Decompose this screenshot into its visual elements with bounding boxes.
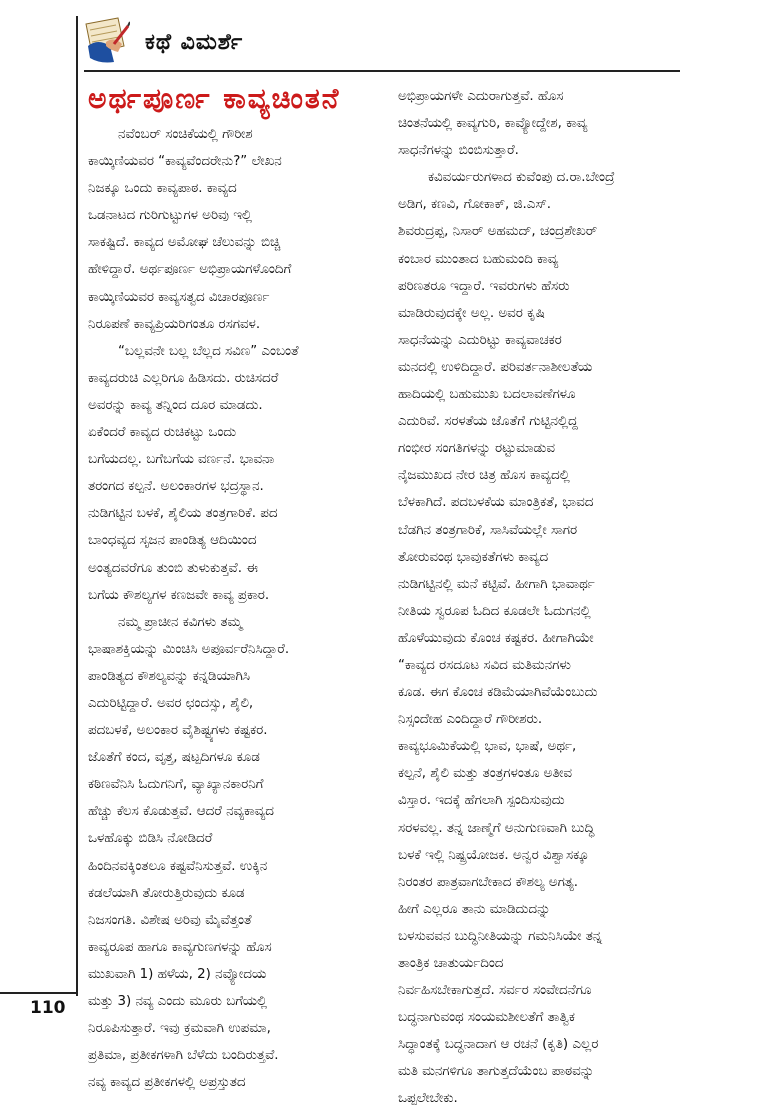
- text-line: ಸಾಕಷ್ಟಿದೆ. ಕಾವ್ಯದ ಅಮೋಘ ಚೆಲುವನ್ನು ಬಿಚ್ಚಿ: [88, 235, 281, 251]
- text-line: ಹೆಚ್ಚು ಕೆಲಸ ಕೊಡುತ್ತವೆ. ಆದರೆ ನವ್ಯಕಾವ್ಯದ: [88, 804, 274, 820]
- text-line: ನೀತಿಯ ಸ್ವರೂಪ ಓದಿದ ಕೂಡಲೇ ಓದುಗನಲ್ಲಿ: [398, 603, 591, 619]
- text-line: ಭಾಷಾಶಕ್ತಿಯನ್ನು ಮಿಂಚಿಸಿ ಅಪೂರ್ವರೆನಿಸಿದ್ದಾರೆ.: [88, 641, 290, 657]
- page-number: 110: [30, 998, 66, 1018]
- text-line: ಕಾವ್ಯರೂಪ ಹಾಗೂ ಕಾವ್ಯಗುಣಗಳನ್ನು ಹೊಸ: [88, 939, 272, 955]
- section-label: ಕಥೆ ವಿಮರ್ಶೆ: [145, 30, 244, 55]
- text-line: ಹೊಳೆಯುವುದು ಕೊಂಚ ಕಷ್ಟಕರ. ಹೀಗಾಗಿಯೇ: [398, 630, 594, 646]
- text-line: ಪರಿಣತರೂ ಇದ್ದಾರೆ. ಇವರುಗಳು ಹೆಸರು: [398, 278, 570, 294]
- text-line: ಬೆಡಗಿನ ತಂತ್ರಗಾರಿಕೆ, ಸಾಸಿವೆಯಲ್ಲೇ ಸಾಗರ: [398, 522, 578, 538]
- text-line: ಏಕೆಂದರೆ ಕಾವ್ಯದ ರುಚಿಕಟ್ಟು ಒಂದು: [88, 425, 237, 441]
- text-line: ನಮ್ಮ ಪ್ರಾಚೀನ ಕವಿಗಳು ತಮ್ಮ: [118, 614, 243, 630]
- text-line: ನವೆಂಬರ್ ಸಂಚಿಕೆಯಲ್ಲಿ ಗೌರೀಶ: [118, 127, 253, 142]
- text-line: ಮನದಲ್ಲಿ ಉಳಿದಿದ್ದಾರೆ. ಪರಿವರ್ತನಾಶೀಲತೆಯ: [398, 359, 593, 375]
- text-line: ಸಿದ್ಧಾಂತಕ್ಕೆ ಬದ್ಧನಾದಾಗ ಆ ರಚನೆ (ಕೃತಿ) ಎಲ್ಲರ: [398, 1037, 599, 1053]
- text-line: ಕಡಲೆಯಾಗಿ ತೋರುತ್ತಿರುವುದು ಕೂಡ: [88, 885, 245, 901]
- text-line: ಬದ್ಧನಾಗುವಂಥ ಸಂಯಮಶೀಲತೆಗೆ ತಾತ್ವಿಕ: [398, 1010, 575, 1026]
- text-line: ತಾಂತ್ರಿಕ ಚಾತುರ್ಯದಿಂದ: [398, 956, 504, 971]
- text-line: ಬಗೆಯದಲ್ಲ. ಬಗೆಬಗೆಯ ವರ್ಣನೆ. ಭಾವನಾ: [88, 452, 275, 468]
- right-column: [398, 83, 686, 1113]
- text-line: ಬಳಕೆ ಇಲ್ಲಿ ನಿಷ್ಪ್ರಯೋಜಕ. ಅನ್ವರ ವಿಶ್ವಾಸಕ್ಕೂ: [398, 847, 589, 863]
- text-line: ಗಂಭೀರ ಸಂಗತಿಗಳನ್ನು ರಟ್ಟುಮಾಡುವ: [398, 441, 555, 457]
- text-line: ನುಡಿಗಟ್ಟಿನಲ್ಲಿ ಮನೆ ಕಟ್ಟಿವೆ. ಹೀಗಾಗಿ ಭಾವಾರ್ಥ: [398, 576, 595, 592]
- text-line: ಕಾಯ್ಕಿಣಿಯವರ ಕಾವ್ಯಸತ್ವದ ವಿಚಾರಪೂರ್ಣ: [88, 289, 270, 305]
- text-line: ಸಾಧನೆಗಳನ್ನು ಬಿಂಬಿಸುತ್ತಾರೆ.: [398, 143, 519, 159]
- text-line: ಹಾದಿಯಲ್ಲಿ ಬಹುಮುಖ ಬದಲಾವಣೆಗಳೂ: [398, 387, 576, 403]
- text-line: ಕಾಯ್ಕಿಣಿಯವರ “ಕಾವ್ಯವೆಂದರೇನು?” ಲೇಖನ: [88, 154, 282, 170]
- text-line: ನಿರ್ವಹಿಸಬೇಕಾಗುತ್ತದೆ. ಸರ್ವರ ಸಂವೇದನೆಗೂ: [398, 983, 592, 999]
- text-line: ವಿಸ್ತಾರ. ಇದಕ್ಕೆ ಹೆಗಲಾಗಿ ಸ್ಪಂದಿಸುವುದು: [398, 793, 565, 809]
- text-line: ಬೆಳಕಾಗಿದೆ. ಪದಬಳಕೆಯ ಮಾಂತ್ರಿಕತೆ, ಭಾವದ: [398, 495, 594, 511]
- article-title: ಅರ್ಥಪೂರ್ಣ ಕಾವ್ಯಚಿಂತನೆ: [88, 82, 341, 115]
- text-line: ನಿರೂಪಣೆ ಕಾವ್ಯಪ್ರಿಯರಿಗಂತೂ ರಸಗವಳ.: [88, 316, 261, 332]
- text-line: ಮಾಡಿರುವುದಕ್ಕೇ ಅಲ್ಲ. ಅವರ ಕೃಷಿ: [398, 305, 545, 321]
- text-line: ನಿರಂತರ ಪಾತ್ರವಾಗಬೇಕಾದ ಕೌಶಲ್ಯ ಅಗತ್ಯ.: [398, 874, 579, 890]
- text-line: ಒಳಹೊಕ್ಕು ಬಿಡಿಸಿ ನೋಡಿದರೆ: [88, 831, 213, 847]
- text-line: ತರಂಗದ ಕಲ್ಪನೆ. ಅಲಂಕಾರಗಳ ಭದ್ರಸ್ಥಾನ.: [88, 479, 264, 495]
- text-line: ಪದಬಳಕೆ, ಅಲಂಕಾರ ವೈಶಿಷ್ಟ್ಯಗಳು ಕಷ್ಟಕರ.: [88, 723, 268, 739]
- text-line: ಮುಖವಾಗಿ 1) ಹಳೆಯ, 2) ನವ್ಯೋದಯ: [88, 966, 267, 982]
- left-margin-rule: [76, 16, 78, 996]
- text-line: ಎದುರಿವೆ. ಸರಳತೆಯ ಜೊತೆಗೆ ಗುಟ್ಟಿನಲ್ಲಿದ್ದ: [398, 414, 578, 430]
- text-line: ಕವಿವರ್ಯರುಗಳಾದ ಕುವೆಂಪು ದ.ರಾ.ಬೇಂದ್ರೆ: [428, 170, 615, 186]
- text-line: ತೋರುವಂಥ ಭಾವುಕತೆಗಳು ಕಾವ್ಯದ: [398, 549, 549, 565]
- left-column: [88, 121, 388, 1096]
- text-line: ಕಠಿಣವೆನಿಸಿ ಓದುಗನಿಗೆ, ವ್ಯಾಖ್ಯಾನಕಾರನಿಗೆ: [88, 777, 264, 793]
- text-line: ಹೀಗೆ ಎಲ್ಲರೂ ತಾನು ಮಾಡಿದುದನ್ನು: [398, 901, 551, 917]
- text-line: ಕಂಬಾರ ಮುಂತಾದ ಬಹುಮಂದಿ ಕಾವ್ಯ: [398, 251, 559, 267]
- text-line: ಸಾಧನೆಯನ್ನು ಎದುರಿಟ್ಟು ಕಾವ್ಯವಾಚಕರ: [398, 332, 562, 348]
- text-line: ನೈಜಮುಖದ ನೇರ ಚಿತ್ರ ಹೊಸ ಕಾವ್ಯದಲ್ಲಿ: [398, 468, 570, 484]
- text-line: ಬಳಸುವವನ ಬುದ್ಧಿನೀತಿಯನ್ನು ಗಮನಿಸಿಯೇ ತನ್ನ: [398, 928, 603, 944]
- text-line: “ಕಾವ್ಯದ ರಸದೂಟ ಸವಿದ ಮತಿಮನಗಳು: [398, 657, 571, 673]
- text-line: ನಿಜಕ್ಕೂ ಒಂದು ಕಾವ್ಯಪಾಠ. ಕಾವ್ಯದ: [88, 181, 237, 197]
- text-line: ನಿಸ್ಸಂದೇಹ ಎಂದಿದ್ದಾರೆ ಗೌರೀಶರು.: [398, 712, 543, 728]
- text-line: ನುಡಿಗಟ್ಟಿನ ಬಳಕೆ, ಶೈಲಿಯ ತಂತ್ರಗಾರಿಕೆ. ಪದ: [88, 506, 278, 522]
- text-line: ಶಿವರುದ್ರಪ್ಪ, ನಿಸಾರ್ ಅಹಮದ್, ಚಂದ್ರಶೇಖರ್: [398, 224, 598, 240]
- text-line: ಸರಳವಲ್ಲ. ತನ್ನ ಜಾಣ್ಮೆಗೆ ಅನುಗುಣವಾಗಿ ಬುದ್ಧಿ: [398, 820, 595, 836]
- text-line: ಪ್ರತಿಮಾ, ಪ್ರತೀಕಗಳಾಗಿ ಬೆಳೆದು ಬಂದಿರುತ್ತವೆ.: [88, 1048, 279, 1064]
- text-line: ಬಗೆಯ ಕೌಶಲ್ಯಗಳ ಕಣಜವೇ ಕಾವ್ಯ ಪ್ರಕಾರ.: [88, 587, 270, 603]
- text-line: “ಬಲ್ಲವನೇ ಬಲ್ಲ ಬೆಲ್ಲದ ಸವಿಣ” ಎಂಬಂತೆ: [118, 343, 299, 359]
- text-line: ಚಿಂತನೆಯಲ್ಲಿ ಕಾವ್ಯಗುರಿ, ಕಾವ್ಯೋದ್ದೇಶ, ಕಾವ್ಯ: [398, 116, 588, 132]
- writing-hand-icon: [84, 16, 130, 66]
- text-line: ಕಾವ್ಯಭೂಮಿಕೆಯಲ್ಲಿ ಭಾವ, ಭಾಷೆ, ಅರ್ಥ,: [398, 739, 577, 755]
- text-line: ನಿಜಸಂಗತಿ. ವಿಶೇಷ ಅರಿವು ಮೈವೆತ್ತಂತೆ: [88, 912, 252, 928]
- text-line: ಒಡನಾಟದ ಗುರಿಗುಟ್ಟುಗಳ ಅರಿವು ಇಲ್ಲಿ: [88, 208, 253, 224]
- text-line: ಕಲ್ಪನೆ, ಶೈಲಿ ಮತ್ತು ತಂತ್ರಗಳಂತೂ ಅತೀವ: [398, 766, 573, 782]
- text-line: ಮತಿ ಮನಗಳಿಗೂ ತಾಗುತ್ತದೆಯೆಂಬ ಪಾಠವನ್ನು: [398, 1064, 595, 1080]
- text-line: ಹಿಂದಿನವಕ್ಕಿಂತಲೂ ಕಷ್ಟವೆನಿಸುತ್ತವೆ. ಉಕ್ಕಿನ: [88, 858, 268, 874]
- text-line: ಅಂತ್ಯದವರೆಗೂ ತುಂಬಿ ತುಳುಕುತ್ತವೆ. ಈ: [88, 560, 258, 576]
- text-line: ಎದುರಿಟ್ಟಿದ್ದಾರೆ. ಅವರ ಛಂದಸ್ಸು, ಶೈಲಿ,: [88, 695, 254, 711]
- header-rule: [84, 70, 680, 72]
- text-line: ಒಪ್ಪಲೇಬೇಕು.: [398, 1091, 458, 1107]
- text-line: ನವ್ಯ ಕಾವ್ಯದ ಪ್ರತೀಕಗಳಲ್ಲಿ ಅಪ್ರಸ್ತುತದ: [88, 1075, 246, 1091]
- text-line: ಅಭಿಪ್ರಾಯಗಳೇ ಎದುರಾಗುತ್ತವೆ. ಹೊಸ: [398, 89, 564, 104]
- text-line: ಅಡಿಗ, ಕಣವಿ, ಗೋಕಾಕ್, ಜಿ.ಎಸ್.: [398, 197, 552, 213]
- text-line: ಜೊತೆಗೆ ಕಂದ, ವೃತ್ತ, ಷಟ್ಪದಿಗಳೂ ಕೂಡ: [88, 750, 260, 766]
- page-number-rule: [0, 992, 78, 994]
- text-line: ಹೇಳಿದ್ದಾರೆ. ಅರ್ಥಪೂರ್ಣ ಅಭಿಪ್ರಾಯಗಳೊಂದಿಗೆ: [88, 262, 292, 278]
- text-line: ಅವರನ್ನು ಕಾವ್ಯ ತನ್ನಿಂದ ದೂರ ಮಾಡದು.: [88, 397, 263, 413]
- text-line: ನಿರೂಪಿಸುತ್ತಾರೆ. ಇವು ಕ್ರಮವಾಗಿ ಉಪಮಾ,: [88, 1021, 271, 1037]
- text-line: ಮತ್ತು 3) ನವ್ಯ ಎಂದು ಮೂರು ಬಗೆಯಲ್ಲಿ: [88, 994, 268, 1009]
- text-line: ಪಾಂಡಿತ್ಯದ ಕೌಶಲ್ಯವನ್ನು ಕನ್ನಡಿಯಾಗಿಸಿ: [88, 668, 250, 684]
- text-line: ಕೂಡ. ಈಗ ಕೊಂಚ ಕಡಿಮೆಯಾಗಿವೆಯೆಂಬುದು: [398, 685, 598, 701]
- text-line: ಬಾಂಧವ್ಯದ ಸೃಜನ ಪಾಂಡಿತ್ಯ ಆದಿಯಿಂದ: [88, 533, 257, 549]
- text-line: ಕಾವ್ಯದರುಚಿ ಎಲ್ಲರಿಗೂ ಹಿಡಿಸದು. ರುಚಿಸದರೆ: [88, 370, 279, 386]
